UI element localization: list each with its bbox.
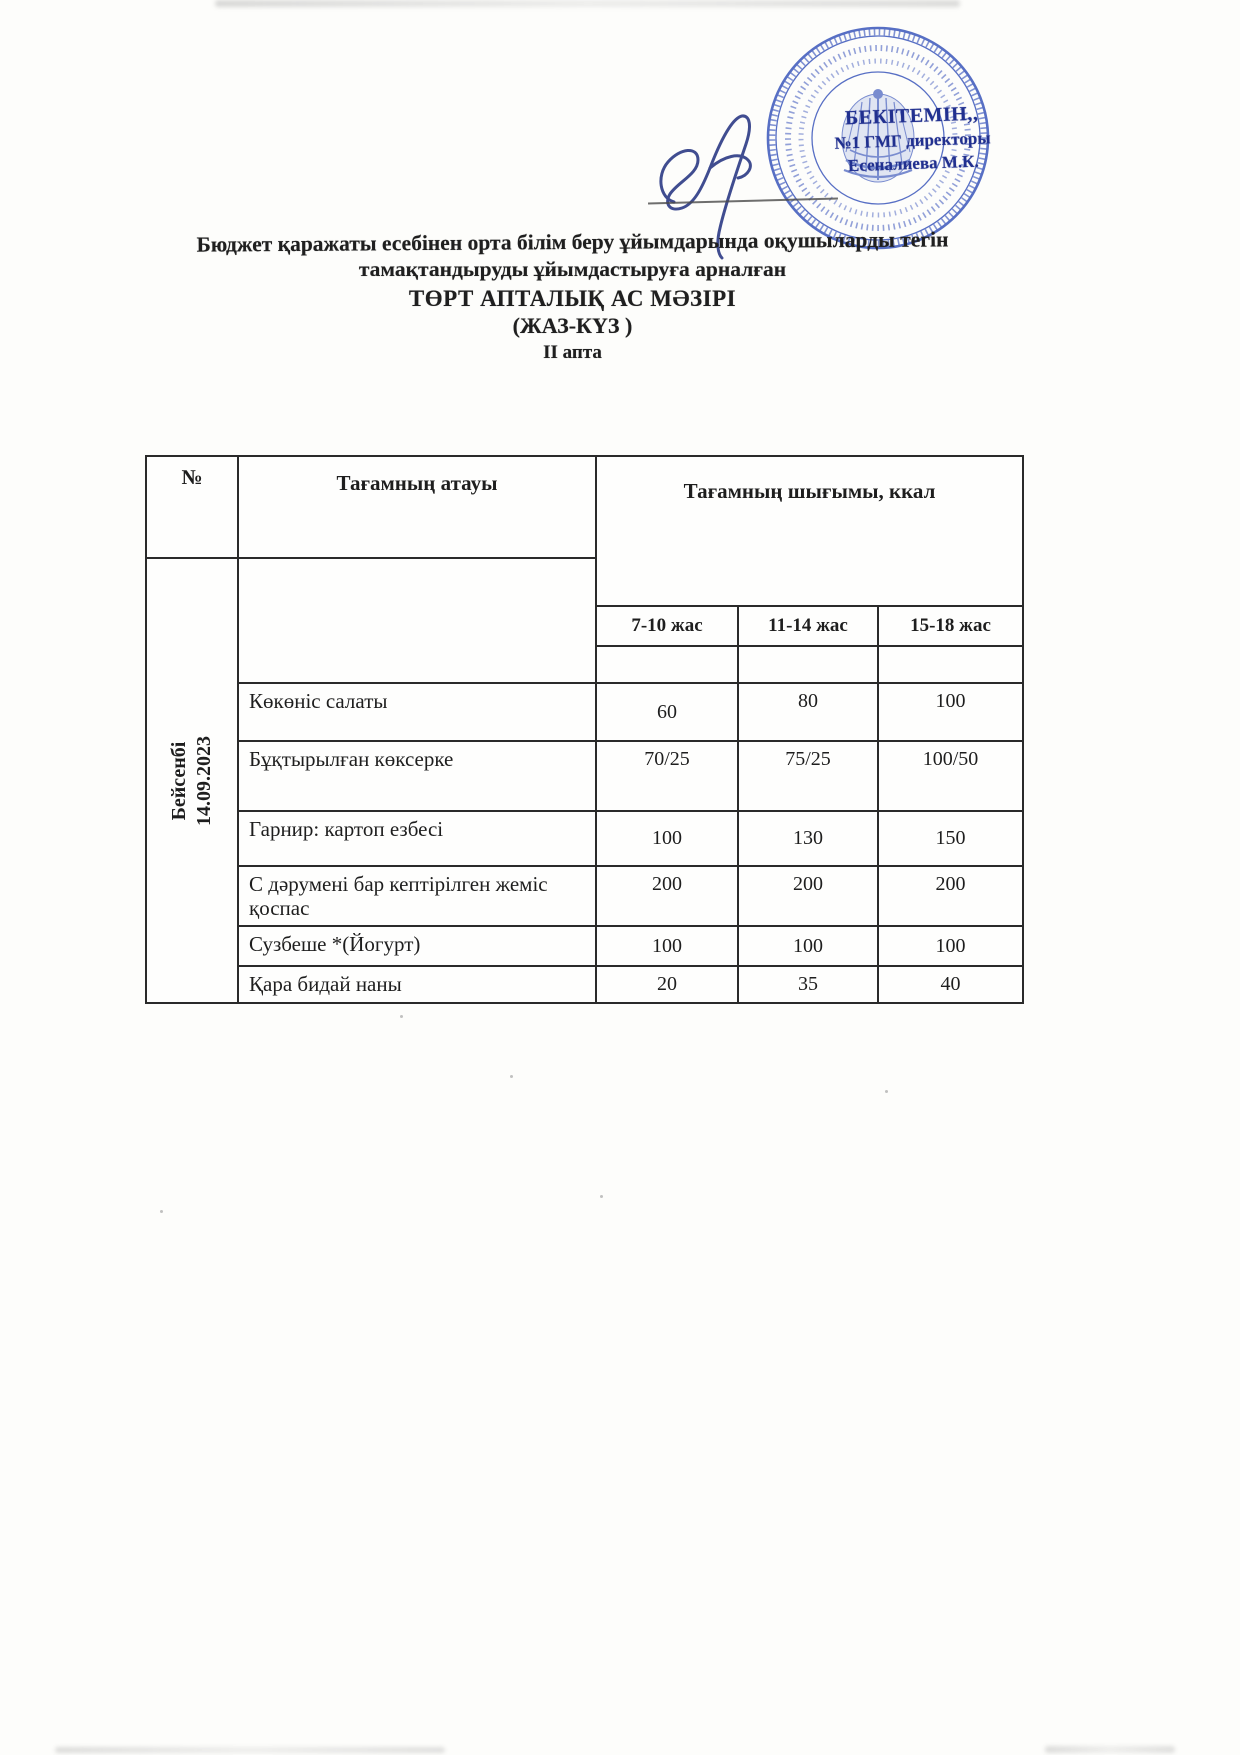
dish-name: С дәрумені бар кептірілген жеміс қоспас	[239, 867, 597, 927]
title-line-1: Бюджет қаражаты есебінен орта білім беру ұйымдарында оқушыларды тегін	[196, 227, 949, 257]
scan-speck	[885, 1090, 888, 1093]
approval-position: №1 ГМГ директоры	[834, 128, 991, 153]
scan-speck	[160, 1210, 163, 1213]
title-line-2: тамақтандыруды ұйымдастыруға арналған	[358, 257, 787, 282]
day-date: 14.09.2023	[193, 735, 215, 826]
title-line-4: (ЖАЗ-КҮЗ )	[512, 313, 633, 339]
title-line-5: II апта	[543, 342, 602, 364]
approval-title: БЕКІТЕМІН,,	[844, 102, 979, 130]
approval-signatory: Есеналиева М.К.	[847, 151, 980, 176]
scan-artifact-bottom-right	[1045, 1746, 1175, 1753]
dish-name: Бұқтырылған көксерке	[239, 742, 597, 812]
kcal-value: 60	[597, 684, 739, 742]
day-cell	[147, 559, 239, 1002]
kcal-value: 100	[879, 927, 1022, 967]
kcal-value: 100	[739, 927, 879, 967]
kcal-value: 80	[739, 684, 879, 742]
kcal-value: 35	[739, 967, 879, 1002]
dish-name: Қара бидай наны	[239, 967, 597, 1002]
age-group-11-14: 11-14 жас	[739, 607, 879, 647]
kcal-value: 100	[597, 927, 739, 967]
kcal-value: 70/25	[597, 742, 739, 812]
age-group-15-18: 15-18 жас	[879, 607, 1022, 647]
scan-artifact-top	[215, 0, 960, 7]
age-group-7-10: 7-10 жас	[597, 607, 739, 647]
empty-cell	[597, 647, 739, 684]
kcal-value: 75/25	[739, 742, 879, 812]
empty-cell-name-column	[239, 559, 597, 684]
empty-cell	[879, 647, 1022, 684]
scan-speck	[510, 1075, 513, 1078]
menu-table	[145, 455, 1024, 1004]
kcal-value: 150	[879, 812, 1022, 867]
kcal-value: 100/50	[879, 742, 1022, 812]
scan-artifact-bottom-left	[55, 1747, 445, 1753]
scan-speck	[400, 1015, 403, 1018]
kcal-value: 40	[940, 973, 961, 995]
col-header-output-kcal: Тағамның шығымы, ккал	[597, 457, 1022, 607]
document-title-block	[40, 228, 1105, 364]
kcal-value: 20	[597, 967, 739, 1002]
col-header-no: №	[147, 457, 239, 559]
col-header-dish-name: Тағамның атауы	[239, 457, 597, 559]
dish-name: Гарнир: картоп езбесі	[239, 812, 597, 867]
kcal-value: 130	[739, 812, 879, 867]
day-label	[167, 736, 217, 826]
dish-name: Сузбеше *(Йогурт)	[239, 927, 597, 967]
approval-block	[814, 100, 1011, 180]
kcal-value: 200	[597, 867, 739, 927]
kcal-value: 100	[879, 684, 1022, 742]
dish-name: Көкөніс салаты	[239, 684, 597, 742]
kcal-value: 100	[597, 812, 739, 867]
kcal-value: 200	[739, 867, 879, 927]
day-weekday: Бейсенбі	[168, 741, 190, 820]
empty-cell	[739, 647, 879, 684]
title-line-3: ТӨРТ АПТАЛЫҚ АС МӘЗІРІ	[408, 286, 737, 312]
scan-speck	[600, 1195, 603, 1198]
kcal-value: 200	[879, 867, 1022, 927]
